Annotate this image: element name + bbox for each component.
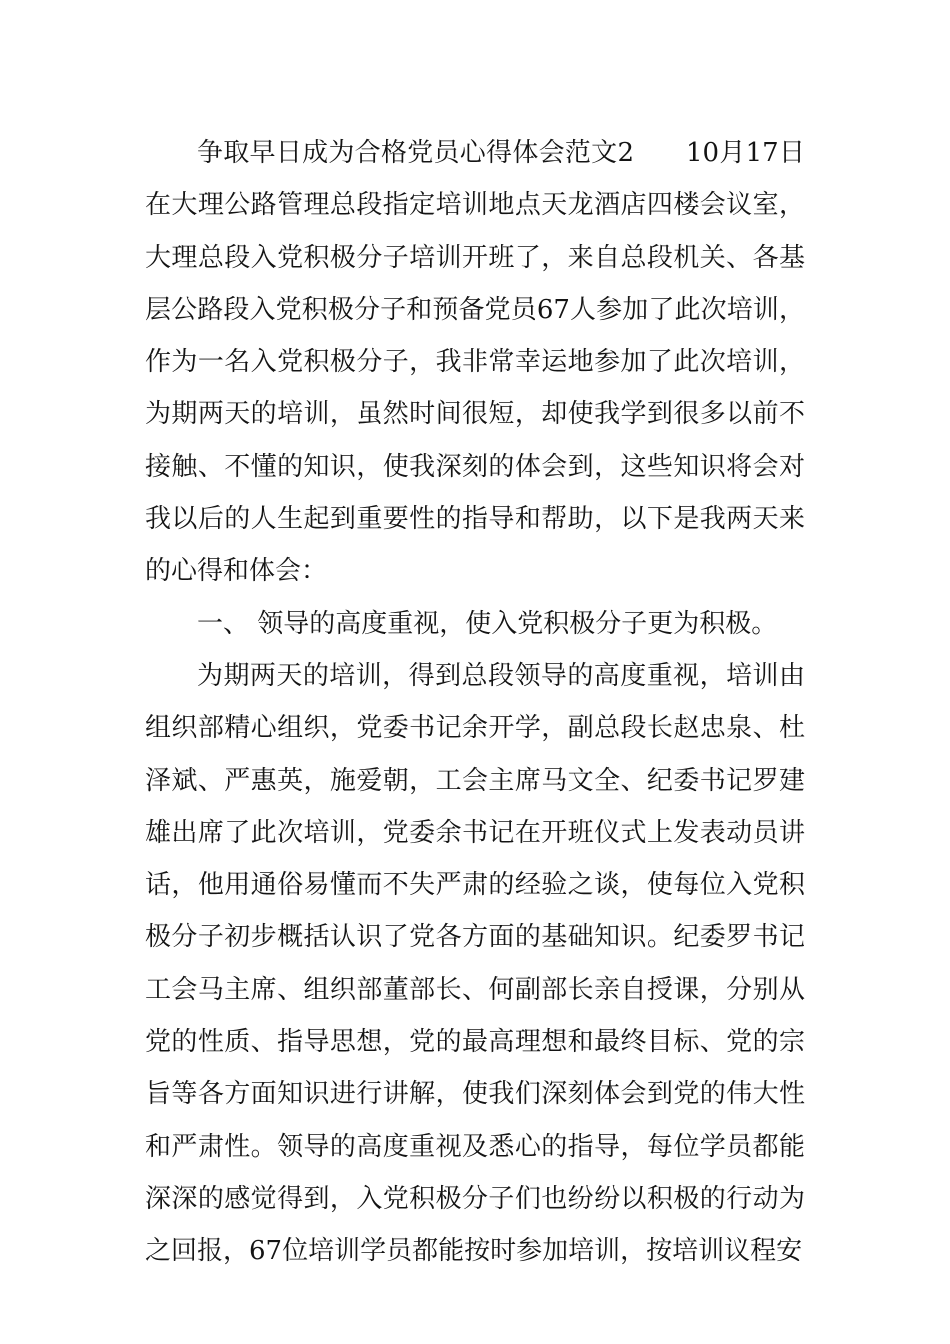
intro-paragraph: [145, 127, 805, 598]
document-body: [145, 127, 805, 1278]
intro-text: 10月17日在大理公路管理总段指定培训地点天龙酒店四楼会议室，大理总段入党积极分子培训开班了，来自总段机关、各基层公路段入党积极分子和预备党员67人参加了此次培训，作为一名入党积极分子，我非常幸运地参加了此次培训，为期两天的培训，虽然时间很短，却使我学到很多以前不接触、不懂的知识，使我深刻的体会到，这些知识将会对我以后的人生起到重要性的指导和帮助，以下是我两天来的心得和体会：: [145, 138, 806, 587]
section-heading: 一、 领导的高度重视，使入党积极分子更为积极。: [197, 608, 778, 639]
body-paragraph: 为期两天的培训，得到总段领导的高度重视，培训由组织部精心组织，党委书记余开学，副总段长赵忠泉、杜泽斌、严惠英，施爱朝，工会主席马文全、纪委书记罗建雄出席了此次培训，党委余书记在开班仪式上发表动员讲话，他用通俗易懂而不失严肃的经验之谈，使每位入党积极分子初步概括认识了党各方面的基础知识。纪委罗书记工会马主席、组织部董部长、何副部长亲自授课，分别从党的性质、指导思想，党的最高理想和最终目标、党的宗旨等各方面知识进行讲解，使我们深刻体会到党的伟大性和严肃性。领导的高度重视及悉心的指导，每位学员都能深深的感觉得到，入党积极分子们也纷纷以积极的行动为之回报，67位培训学员都能按时参加培训，按培训议程安: [145, 660, 805, 1267]
document-title: 争取早日成为合格党员心得体会范文2: [197, 138, 634, 168]
